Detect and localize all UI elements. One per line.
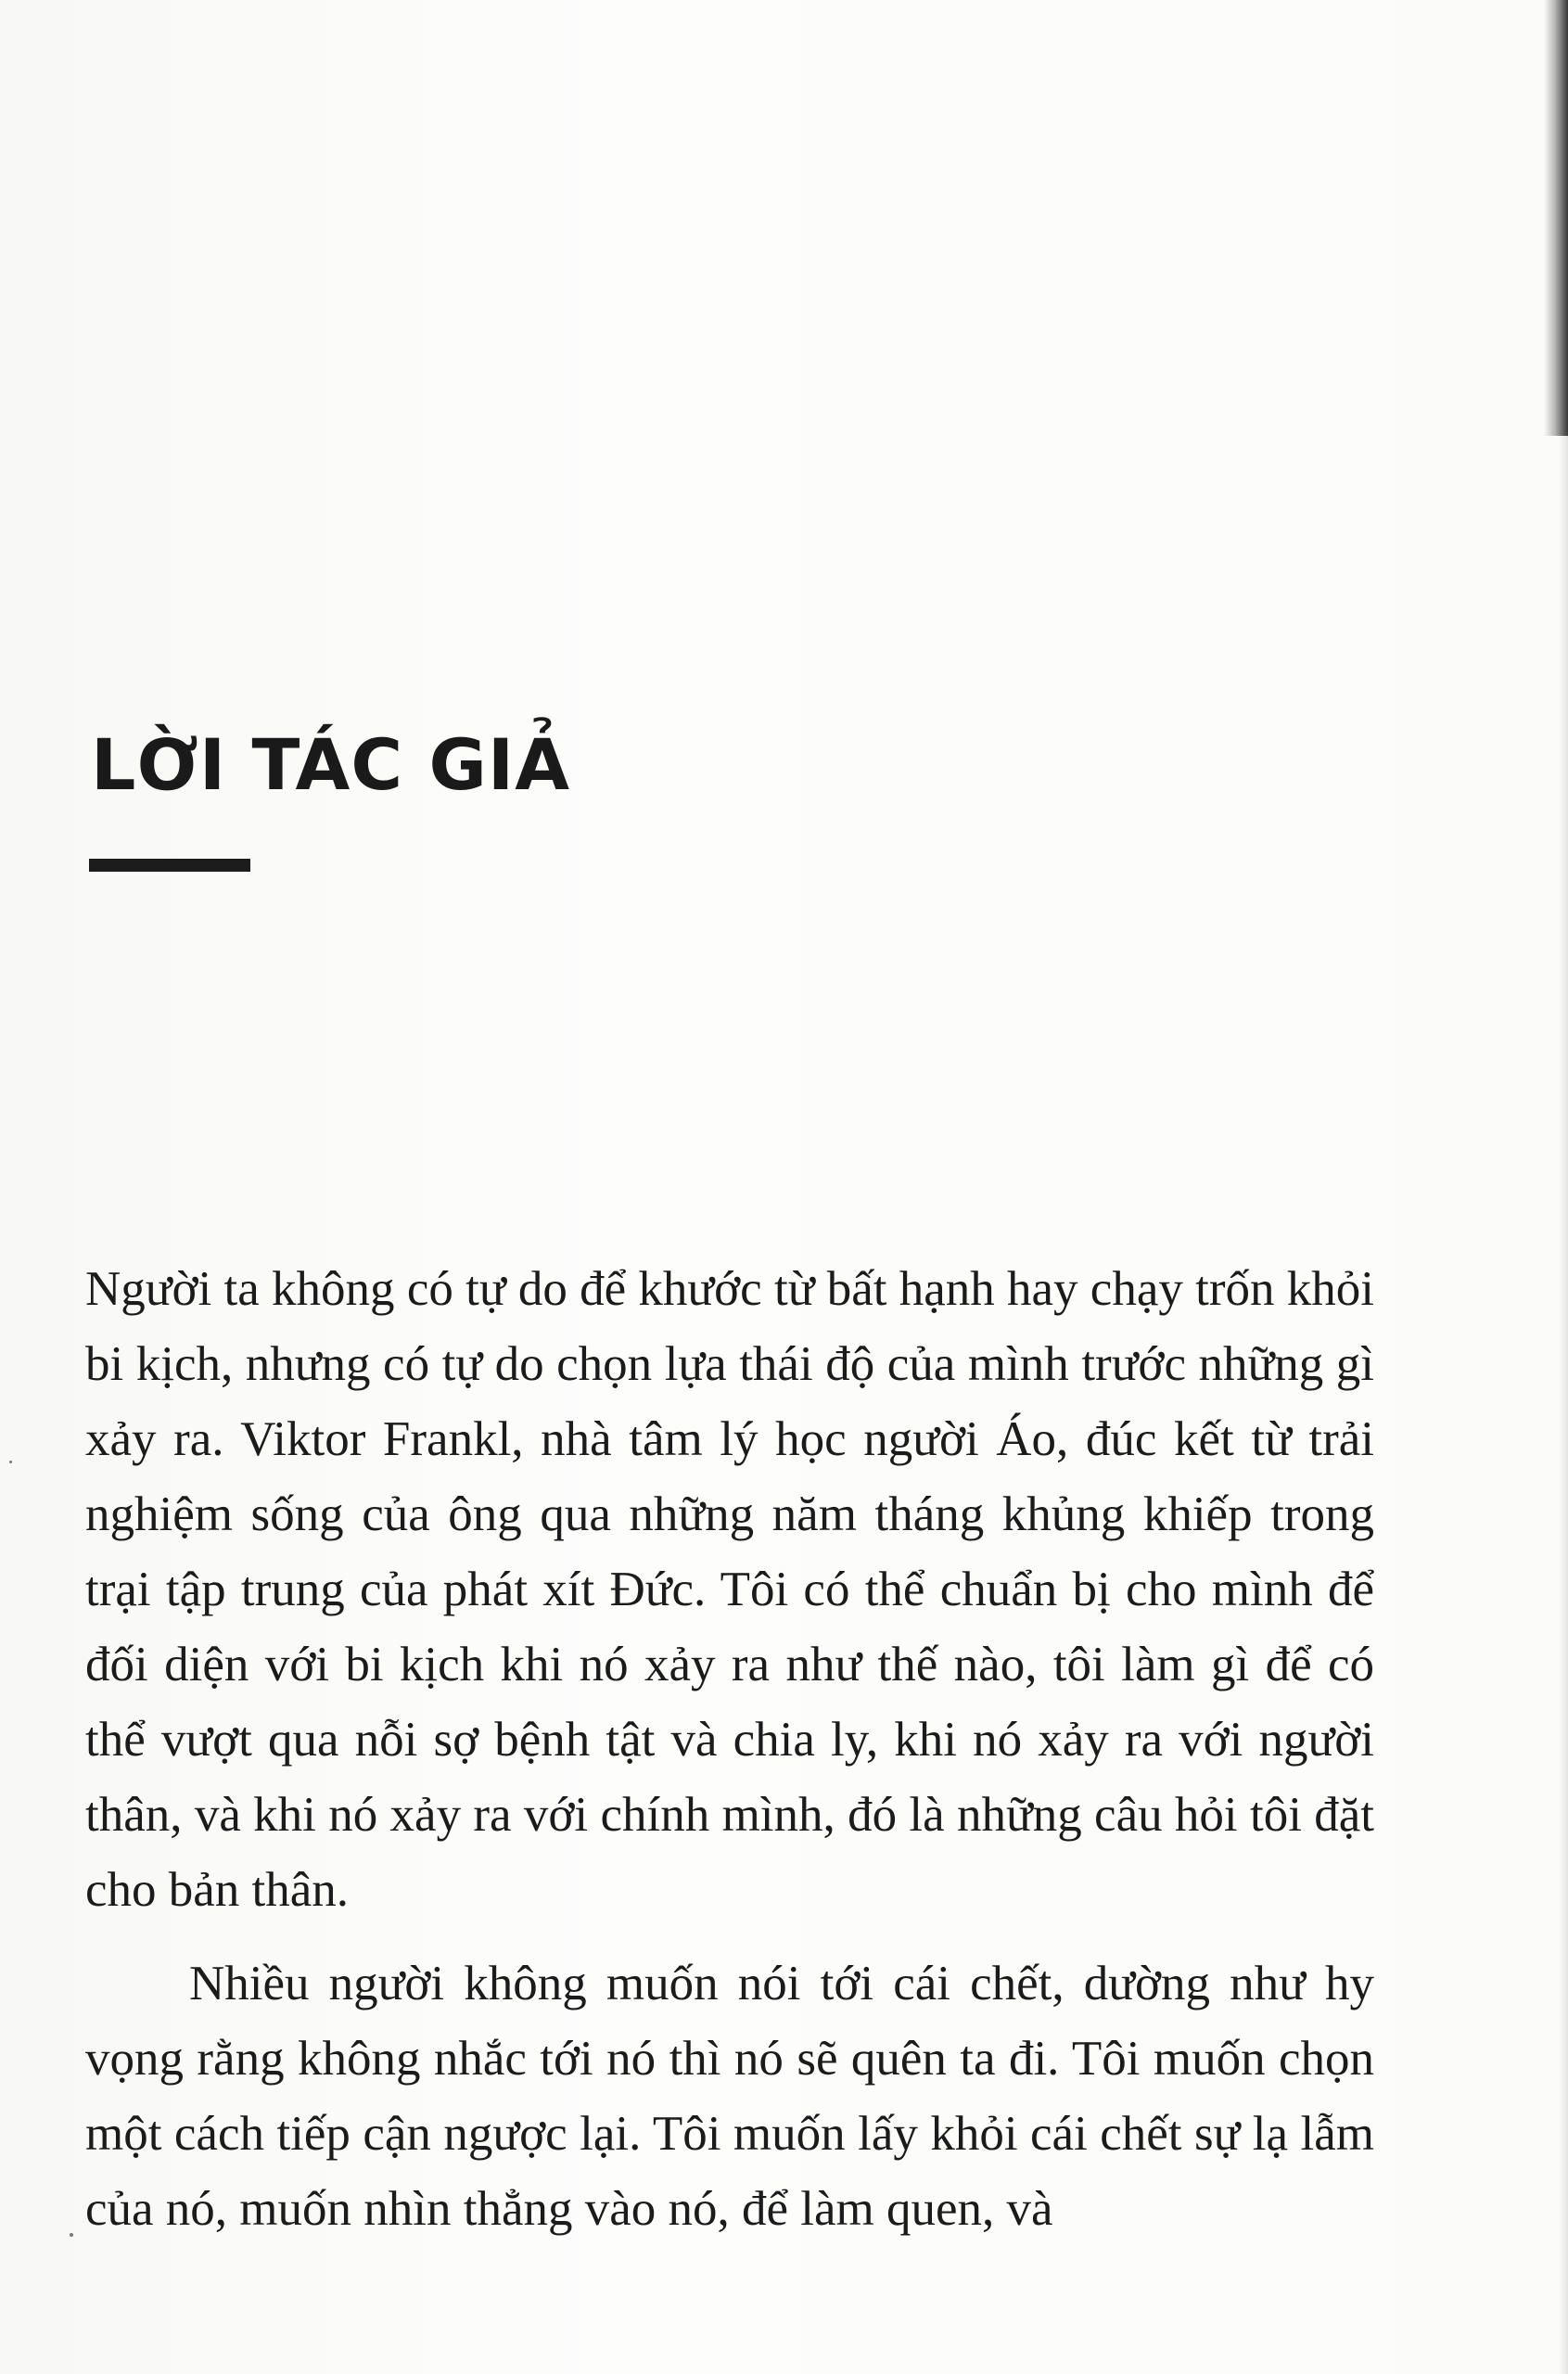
print-speck [9,1461,12,1463]
paragraph-2: Nhiều người không muốn nói tới cái chết, dường như hy vọng rằng không nhắc tới nó thì nó sẽ quên ta đi. Tôi muốn chọn một cách tiếp cận ngược lại. Tôi muốn lấy khỏi cái chết sự lạ lẫm của nó, muốn nhìn thẳng vào nó, để làm quen, và [85,1957,1374,2236]
chapter-title: LỜI TÁC GIẢ [91,723,571,806]
paragraph-1: Người ta không có tự do để khước từ bất hạnh hay chạy trốn khỏi bi kịch, nhưng có tự do chọn lựa thái độ của mình trước những gì xảy ra. Viktor Frankl, nhà tâm lý học người Áo, đúc kết từ trải nghiệm sống của ông qua những năm tháng khủng khiếp trong trại tập trung của phát xít Đức. Tôi có thể chuẩn bị cho mình để đối diện với bi kịch khi nó xảy ra như thế nào, tôi làm gì để có thể vượt qua nỗi sợ bệnh tật và chia ly, khi nó xảy ra với người thân, và khi nó xảy ra với chính mình, đó là những câu hỏi tôi đặt cho bản thân. [85,1262,1374,1917]
title-underline-rule [89,859,250,872]
page-edge-shadow [1544,0,1568,436]
body-text [85,1252,1374,2247]
page-edge-shadow-lower [1559,436,1568,2374]
print-speck [70,2233,73,2237]
